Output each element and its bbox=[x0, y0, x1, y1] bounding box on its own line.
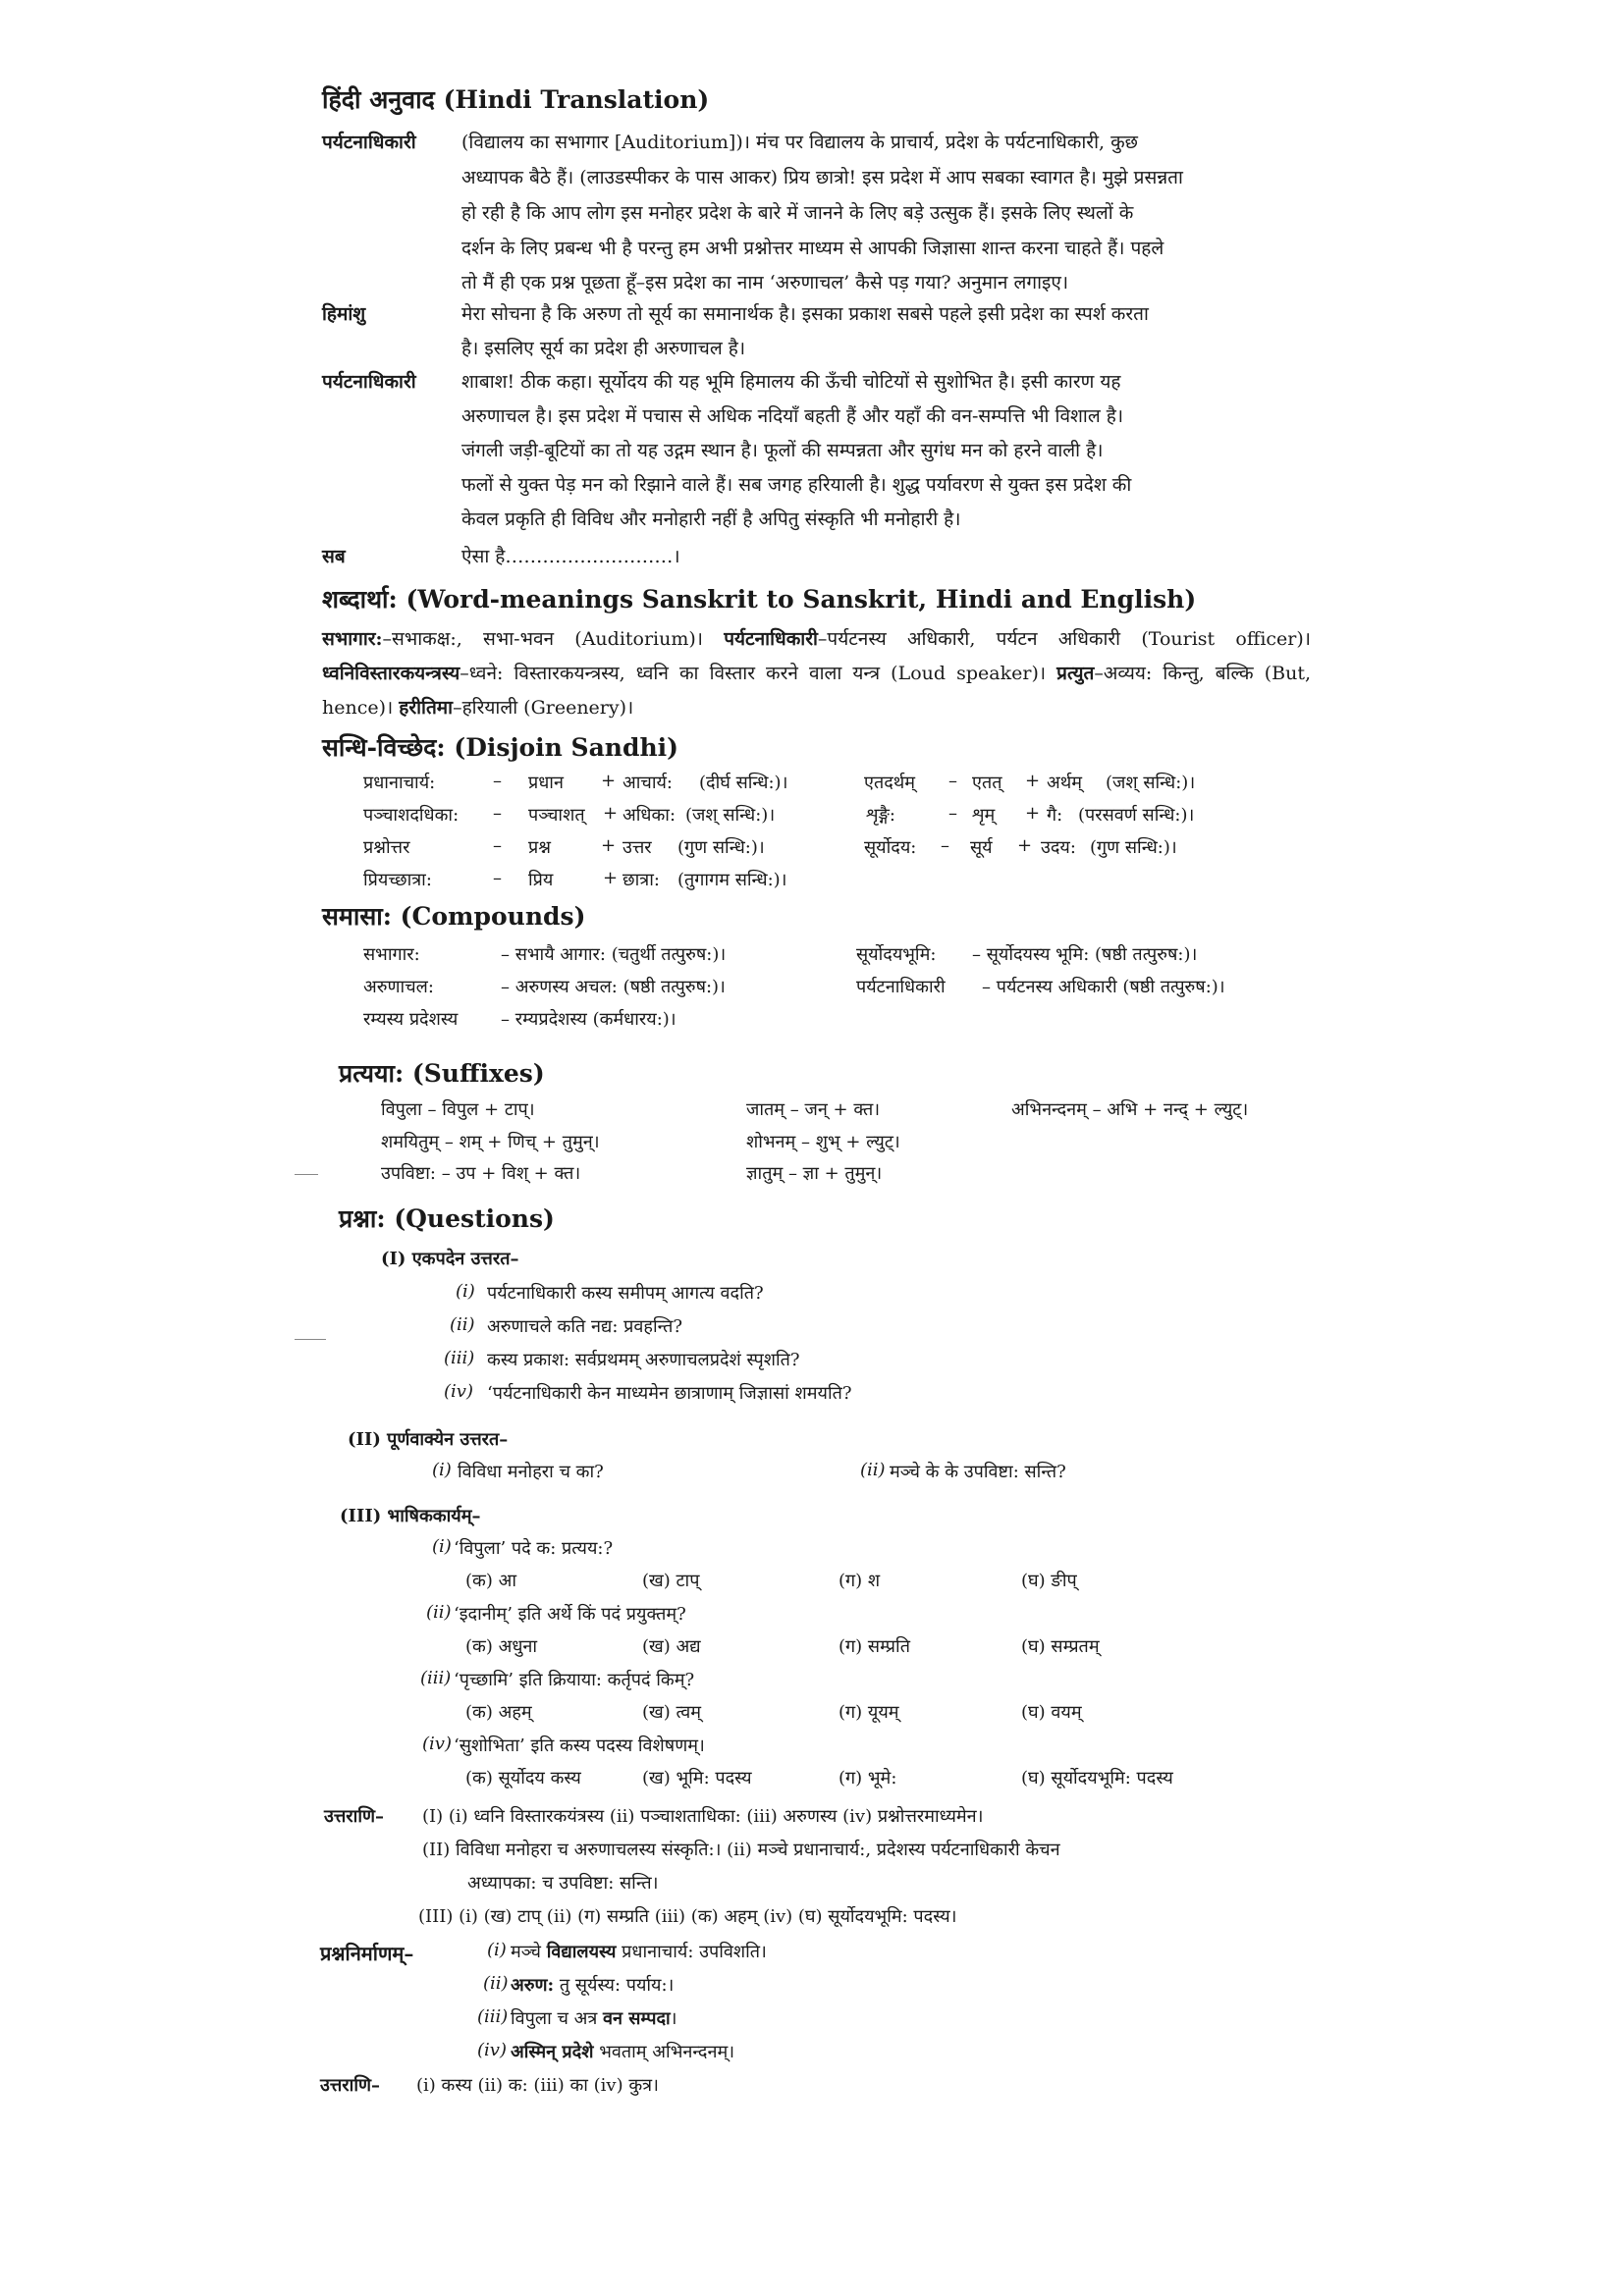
meaning: –सभाकक्ष:, सभा-भवन (Auditorium)। bbox=[382, 628, 703, 650]
suffix-entry: विपुला – विपुल + टाप्। bbox=[381, 1099, 535, 1120]
sandhi-word: पञ्चाशदधिका: bbox=[363, 805, 460, 826]
meaning: –अव्यय: किन्तु, बल्कि (But, hence)। bbox=[322, 663, 1312, 719]
heading-english: (Disjoin Sandhi) bbox=[454, 733, 678, 762]
dialogue-line: अध्यापक बैठे हैं। (लाउडस्पीकर के पास आकर) प्रिय छात्रो! इस प्रदेश में आप सबका स्वागत है। मुझे प्रसन्नता bbox=[461, 167, 1183, 188]
section-heading-sandhi bbox=[322, 730, 678, 764]
speaker-label: पर्यटनाधिकारी bbox=[322, 132, 416, 153]
option: (क) आ bbox=[465, 1571, 516, 1591]
dialogue-line: है। इसलिए सूर्य का प्रदेश ही अरुणाचल है। bbox=[461, 338, 746, 359]
dash: – bbox=[941, 835, 949, 856]
heading-english: (Suffixes) bbox=[411, 1059, 545, 1088]
question-formation-label: प्रश्ननिर्माणम्– bbox=[320, 1942, 414, 1965]
question-part-label: (I) एकपदेन उत्तरत– bbox=[381, 1249, 519, 1269]
sandhi-type: (गुण सन्धि:)। bbox=[677, 837, 765, 858]
sandhi-part: प्रधान bbox=[528, 773, 564, 793]
plus: + bbox=[603, 803, 619, 824]
dialogue-line: हो रही है कि आप लोग इस मनोहर प्रदेश के बारे में जानने के लिए बड़े उत्सुक हैं। इसके लिए स्थलों के bbox=[461, 202, 1134, 224]
sentence-text: । bbox=[670, 2008, 677, 2029]
dialogue-line: अरुणाचल है। इस प्रदेश में पचास से अधिक नदियाँ बहती हैं और यहाँ की वन-सम्पत्ति भी विशाल है। bbox=[461, 405, 1124, 427]
question-number: (ii) bbox=[450, 1314, 475, 1335]
heading-english: (Compounds) bbox=[400, 902, 586, 931]
answer-line: (II) विविधा मनोहरा च अरुणाचलस्य संस्कृति:। (ii) मञ्चे प्रधानाचार्य:, प्रदेशस्य पर्यटनाधिकारी केचन bbox=[422, 1840, 1060, 1860]
question-text: अरुणाचले कति नद्य: प्रवहन्ति? bbox=[487, 1316, 683, 1337]
dialogue-line: फलों से युक्त पेड़ मन को रिझाने वाले हैं। सब जगह हरियाली है। शुद्ध पर्यावरण से युक्त इस प्रदेश की bbox=[461, 474, 1132, 496]
question-number: (i) bbox=[432, 1536, 452, 1557]
heading-english: (Hindi Translation) bbox=[443, 85, 710, 114]
option: (ख) त्वम् bbox=[642, 1702, 702, 1723]
sandhi-type: (परसवर्ण सन्धि:)। bbox=[1078, 805, 1195, 826]
option: (ग) यूयम् bbox=[839, 1702, 899, 1723]
sandhi-type: (तुगागम सन्धि:)। bbox=[677, 870, 787, 890]
margin-mark bbox=[295, 1339, 326, 1340]
dialogue-line: मेरा सोचना है कि अरुण तो सूर्य का समानार्थक है। इसका प्रकाश सबसे पहले इसी प्रदेश का स्पर्श करता bbox=[461, 303, 1149, 325]
question-number: (i) bbox=[487, 1940, 507, 1960]
section-heading-compounds bbox=[322, 899, 585, 933]
term: हरीतिमा bbox=[399, 697, 454, 719]
speaker-label: पर्यटनाधिकारी bbox=[322, 371, 416, 393]
question-text: विविधा मनोहरा च का? bbox=[458, 1462, 604, 1482]
sandhi-word: शृङ्गै: bbox=[866, 805, 895, 826]
heading-english: (Word-meanings Sanskrit to Sanskrit, Hindi and English) bbox=[406, 585, 1197, 614]
plus: + bbox=[1025, 803, 1041, 824]
question-number: (iv) bbox=[477, 2040, 507, 2060]
compound-word: रम्यस्य प्रदेशस्य bbox=[363, 1009, 459, 1030]
section-heading-suffixes bbox=[339, 1056, 545, 1090]
sandhi-part: अर्थम् bbox=[1047, 773, 1083, 793]
sandhi-part: गै: bbox=[1047, 805, 1063, 826]
question-number: (iv) bbox=[422, 1734, 452, 1754]
compound-expansion: – सूर्योदयस्य भूमि: (षष्ठी तत्पुरुष:)। bbox=[972, 944, 1198, 965]
sentence-text: भवताम् अभिनन्दनम्। bbox=[593, 2042, 735, 2062]
sandhi-part: छात्रा: bbox=[622, 870, 660, 890]
dialogue-line: शाबाश! ठीक कहा। सूर्योदय की यह भूमि हिमालय की ऊँची चोटियों से सुशोभित है। इसी कारण यह bbox=[461, 371, 1121, 393]
sandhi-part: प्रश्न bbox=[528, 837, 551, 858]
question-number: (ii) bbox=[426, 1602, 452, 1623]
speaker-label: हिमांशु bbox=[322, 303, 366, 325]
sandhi-part: सूर्य bbox=[970, 837, 993, 858]
margin-mark bbox=[295, 1174, 318, 1175]
word-meanings-paragraph bbox=[322, 622, 1311, 725]
dash: – bbox=[493, 771, 502, 791]
sentence-text: तु सूर्यस्य: पर्याय:। bbox=[554, 1975, 675, 1996]
meaning: –ध्वने: विस्तारकयन्त्रस्य, ध्वनि का विस्तार करने वाला यन्त्र (Loud speaker)। bbox=[460, 663, 1047, 684]
meaning: –पर्यटनस्य अधिकारी, पर्यटन अधिकारी (Tourist officer)। bbox=[817, 628, 1311, 650]
dash: – bbox=[493, 868, 502, 888]
heading-devanagari: सन्धि-विच्छेद: bbox=[322, 733, 446, 762]
dash: – bbox=[493, 803, 502, 824]
highlighted-word: वन सम्पदा bbox=[603, 2008, 671, 2029]
option: (घ) सूर्योदयभूमि: पदस्य bbox=[1021, 1768, 1173, 1789]
question-number: (i) bbox=[432, 1460, 452, 1480]
meaning: –हरियाली (Greenery)। bbox=[453, 697, 634, 719]
highlighted-word: अरुण: bbox=[511, 1975, 555, 1996]
question-number: (ii) bbox=[483, 1973, 509, 1994]
sandhi-word: प्रियच्छात्रा: bbox=[363, 870, 432, 890]
heading-devanagari: प्रश्ना: bbox=[339, 1204, 386, 1233]
question-part-label: (II) पूर्णवाक्येन उत्तरत– bbox=[348, 1429, 509, 1450]
dash: – bbox=[948, 803, 957, 824]
question-text: ‘पृच्छामि’ इति क्रियाया: कर्तृपदं किम्? bbox=[454, 1670, 695, 1690]
question-text: ‘विपुला’ पदे क: प्रत्यय:? bbox=[454, 1538, 614, 1559]
dialogue-line: दर्शन के लिए प्रबन्ध भी है परन्तु हम अभी प्रश्नोत्तर माध्यम से आपकी जिज्ञासा शान्त करना चाहते हैं। पहले bbox=[461, 238, 1164, 259]
option: (क) अहम् bbox=[465, 1702, 532, 1723]
dash: – bbox=[948, 771, 957, 791]
sandhi-type: (जश् सन्धि:)। bbox=[685, 805, 776, 826]
sandhi-type: (दीर्घ सन्धि:)। bbox=[699, 773, 788, 793]
section-heading-word-meanings bbox=[322, 582, 1196, 615]
option: (ख) टाप् bbox=[642, 1571, 700, 1591]
sandhi-part: उदय: bbox=[1041, 837, 1076, 858]
question-number: (iii) bbox=[420, 1668, 452, 1688]
dash: – bbox=[493, 835, 502, 856]
suffix-entry: ज्ञातुम् – ज्ञा + तुमुन्। bbox=[746, 1163, 883, 1184]
suffix-entry: उपविष्टा: – उप + विश् + क्त। bbox=[381, 1163, 581, 1184]
sentence-text: प्रधानाचार्य: उपविशति। bbox=[616, 1942, 767, 1962]
compound-expansion: – अरुणस्य अचल: (षष्ठी तत्पुरुष:)। bbox=[501, 977, 726, 997]
option: (क) अधुना bbox=[465, 1636, 538, 1657]
compound-expansion: – पर्यटनस्य अधिकारी (षष्ठी तत्पुरुष:)। bbox=[982, 977, 1225, 997]
plus: + bbox=[1017, 835, 1033, 856]
option: (ख) अद्य bbox=[642, 1636, 701, 1657]
compound-expansion: – रम्यप्रदेशस्य (कर्मधारय:)। bbox=[501, 1009, 676, 1030]
option: (क) सूर्योदय कस्य bbox=[465, 1768, 581, 1789]
plus: + bbox=[601, 771, 617, 791]
question-text: मञ्चे के के उपविष्टा: सन्ति? bbox=[890, 1462, 1066, 1482]
question-number: (iv) bbox=[444, 1381, 473, 1402]
sandhi-part: आचार्य: bbox=[622, 773, 673, 793]
compound-expansion: – सभायै आगार: (चतुर्थी तत्पुरुष:)। bbox=[501, 944, 727, 965]
sandhi-word: प्रश्नोत्तर bbox=[363, 837, 410, 858]
section-heading-questions bbox=[339, 1201, 555, 1235]
heading-english: (Questions) bbox=[394, 1204, 555, 1233]
answer-line: (i) कस्य (ii) क: (iii) का (iv) कुत्र। bbox=[416, 2075, 659, 2096]
answer-line: (I) (i) ध्वनि विस्तारकयंत्रस्य (ii) पञ्चाशताधिका: (iii) अरुणस्य (iv) प्रश्नोत्तरमाध्यमेन। bbox=[422, 1806, 984, 1827]
sandhi-type: (गुण सन्धि:)। bbox=[1090, 837, 1177, 858]
sentence-text: मञ्चे bbox=[511, 1942, 547, 1962]
sandhi-word: सूर्योदय: bbox=[864, 837, 917, 858]
dialogue-line: जंगली जड़ी-बूटियों का तो यह उद्गम स्थान है। फूलों की सम्पन्नता और सुगंध मन को हरने वाली है। bbox=[461, 440, 1104, 461]
question-text: ‘इदानीम्’ इति अर्थे किं पदं प्रयुक्तम्? bbox=[454, 1604, 686, 1625]
term: प्रत्युत bbox=[1056, 663, 1095, 684]
sandhi-word: एतदर्थम् bbox=[864, 773, 916, 793]
highlighted-word: विद्यालयस्य bbox=[546, 1942, 617, 1962]
sandhi-part: पञ्चाशत् bbox=[528, 805, 585, 826]
option: (घ) वयम् bbox=[1021, 1702, 1082, 1723]
suffix-entry: शमयितुम् – शम् + णिच् + तुमुन्। bbox=[381, 1132, 600, 1152]
term: पर्यटनाधिकारी bbox=[724, 628, 818, 650]
term: सभागार: bbox=[322, 628, 383, 650]
question-text: पर्यटनाधिकारी कस्य समीपम् आगत्य वदति? bbox=[487, 1283, 764, 1304]
heading-devanagari: हिंदी अनुवाद bbox=[322, 85, 435, 114]
option: (घ) ङीप् bbox=[1021, 1571, 1077, 1591]
compound-word: सूर्योदयभूमि: bbox=[856, 944, 937, 965]
dialogue-line: केवल प्रकृति ही विविध और मनोहारी नहीं है अपितु संस्कृति भी मनोहारी है। bbox=[461, 508, 961, 530]
suffix-entry: अभिनन्दनम् – अभि + नन्द् + ल्युट्। bbox=[1011, 1099, 1249, 1120]
answer-line: अध्यापका: च उपविष्टा: सन्ति। bbox=[467, 1873, 659, 1894]
option: (ग) सम्प्रति bbox=[839, 1636, 910, 1657]
option: (घ) सम्प्रतम् bbox=[1021, 1636, 1100, 1657]
question-number: (iii) bbox=[477, 2006, 509, 2027]
compound-word: सभागार: bbox=[363, 944, 420, 965]
heading-devanagari: समासा: bbox=[322, 902, 392, 931]
heading-devanagari: प्रत्यया: bbox=[339, 1059, 405, 1088]
dialogue-line: (विद्यालय का सभागार [Auditorium])। मंच पर विद्यालय के प्राचार्य, प्रदेश के पर्यटनाधिकारी, कुछ bbox=[461, 132, 1138, 153]
sandhi-word: प्रधानाचार्य: bbox=[363, 773, 436, 793]
compound-word: अरुणाचल: bbox=[363, 977, 434, 997]
question-text: ‘पर्यटनाधिकारी केन माध्यमेन छात्राणाम् जिज्ञासां शमयति? bbox=[487, 1383, 852, 1404]
question-number: (iii) bbox=[444, 1348, 475, 1368]
question-number: (i) bbox=[456, 1281, 475, 1302]
term: ध्वनिविस्तारकयन्त्रस्य bbox=[322, 663, 460, 684]
heading-devanagari: शब्दार्था: bbox=[322, 585, 398, 614]
dialogue-line: ऐसा है………………………। bbox=[461, 546, 680, 567]
plus: + bbox=[603, 868, 619, 888]
speaker-label: सब bbox=[322, 546, 346, 567]
sandhi-part: प्रिय bbox=[528, 870, 554, 890]
dialogue-line: तो मैं ही एक प्रश्न पूछता हूँ–इस प्रदेश का नाम ‘अरुणाचल’ कैसे पड़ गया? अनुमान लगाइए। bbox=[461, 272, 1069, 294]
sandhi-part: एतत् bbox=[972, 773, 1002, 793]
option: (ग) भूमे: bbox=[839, 1768, 897, 1789]
compound-word: पर्यटनाधिकारी bbox=[856, 977, 946, 997]
sentence-text: विपुला च अत्र bbox=[511, 2008, 604, 2029]
option: (ख) भूमि: पदस्य bbox=[642, 1768, 752, 1789]
sandhi-part: उत्तर bbox=[622, 837, 652, 858]
question-part-label: (III) भाषिककार्यम्– bbox=[340, 1506, 481, 1526]
question-text: ‘सुशोभिता’ इति कस्य पदस्य विशेषणम्। bbox=[454, 1735, 705, 1756]
section-heading-hindi-translation bbox=[322, 82, 709, 116]
answer-line: (III) (i) (ख) टाप् (ii) (ग) सम्प्रति (iii) (क) अहम् (iv) (घ) सूर्योदयभूमि: पदस्य। bbox=[418, 1906, 957, 1927]
suffix-entry: जातम् – जन् + क्त। bbox=[746, 1099, 881, 1120]
question-text: कस्य प्रकाश: सर्वप्रथमम् अरुणाचलप्रदेशं स्पृशति? bbox=[487, 1350, 800, 1370]
answers-label: उत्तराणि– bbox=[320, 2075, 381, 2096]
sandhi-type: (जश् सन्धि:)। bbox=[1106, 773, 1196, 793]
sandhi-part: शृम् bbox=[972, 805, 996, 826]
plus: + bbox=[1025, 771, 1041, 791]
suffix-entry: शोभनम् – शुभ् + ल्युट्। bbox=[746, 1132, 900, 1152]
question-number: (ii) bbox=[860, 1460, 886, 1480]
answers-label: उत्तराणि– bbox=[324, 1806, 385, 1827]
highlighted-word: अस्मिन् प्रदेशे bbox=[511, 2042, 594, 2062]
plus: + bbox=[601, 835, 617, 856]
sandhi-part: अधिका: bbox=[622, 805, 676, 826]
option: (ग) श bbox=[839, 1571, 881, 1591]
